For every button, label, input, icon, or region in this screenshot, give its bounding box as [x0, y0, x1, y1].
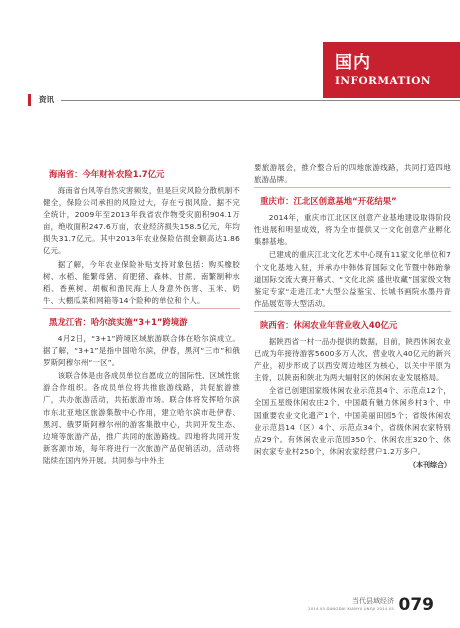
- article-paragraph-continued: 要旅游展会，推介整合后的四地旅游线路，共同打造四地旅游品牌。: [254, 163, 451, 185]
- article-paragraph: 该联合体是由各成员单位自愿成立的国际性、区域性旅游合作组织。各成员单位将共推旅游线路，共促旅游推广，共办旅游活动，共拓旅游市场。联合体将发挥哈尔滨市东北亚地区旅游集散中心作用，建立哈尔滨市赴伊春、黑河、俄罗斯阿穆尔州的游客集散中心，共同开发生态、边境等旅游产品，推广共同的旅游路线。四地将共同开发新客源市场，每年将进行一次旅游产品促销活动，活动将陆续在国内外开展。共同参与中外主: [43, 371, 240, 465]
- article-paragraph: 2014年，重庆市江北区区创意产业基地建设取得阶段性进展和明显成效，将为全市提供又一文化创意产业孵化集群基地。: [254, 213, 451, 247]
- issue-line: 2014.05 DANGDAI XIANYU JINGJI 2014.05: [308, 606, 394, 611]
- page-footer: [308, 595, 434, 615]
- article-heading-shaanxi: 陕西省：休闲农业年营业收入40亿元: [254, 311, 451, 333]
- section-title: 国内: [335, 53, 371, 73]
- article-heading-chongqing: 重庆市：江北区创意基地“开花结果”: [254, 187, 451, 209]
- column-tag: 资讯: [28, 94, 61, 106]
- section-banner: [323, 42, 460, 98]
- page-number: 079: [398, 595, 434, 615]
- article-paragraph: 据陕西省一村一品办提供的数据，目前，陕西休闲农业已成为年接待游客5600多万人次、营业收入40亿元的新兴产业，初步形成了以西安周边地区为核心，以关中平原为主骨，以陕南和陕北为两大辐射区的休闲农业发展格局。: [254, 336, 451, 383]
- article-heading-heilongjiang: 黑龙江省：哈尔滨实施“3+1”跨境游: [43, 308, 240, 330]
- article-paragraph: 全省已创建国家级休闲农业示范县4个、示范点12个，全国五星级休闲农庄2个、中国最有魅力休闲乡村3个、中国重要农业文化遗产1个、中国美丽田园5个；省级休闲农业示范县14（区）4个、示范点34个，省级休闲农家特别点29个。有休闲农业示范园350个、休闲农庄320个、休闲农家专业村250个，休闲农家经营户1.2万多户。: [254, 386, 451, 456]
- right-column: [254, 162, 451, 470]
- section-subtitle: INFORMATION: [335, 75, 432, 87]
- article-paragraph: 已建成的重庆江北文化艺术中心现有11家文化单位和7个文化基地入驻，并承办中韩体育国际文化节暨中韩跆拳道国际交流大赛开幕式、“文化北滨 盛世收藏”国家级文物鉴定专家“走进江北”大型公益鉴宝、长城书画院水墨丹青作品展览等大型活动。: [254, 250, 451, 308]
- left-column: [43, 162, 240, 468]
- header-rule: [28, 100, 460, 101]
- magazine-name: 当代县域经济: [352, 597, 394, 605]
- article-paragraph: 据了解，今年农业保险补贴支持对象包括：购买橡胶树、水稻、能繁母猪、育肥猪、森林、甘蔗、南繁制种水稻、香蕉树、胡椒和渔民海上人身意外伤害、玉米、奶牛、大棚瓜菜和网箱等14个险种的单位和个人。: [43, 259, 240, 305]
- article-paragraph: 海南省台风等自然灾害频发，但是巨灾风险分散机制不健全，保险公司承担的风险过大，存在亏损风险。据不完全统计，2009年至2013年我省农作物受灾面积904.1万亩，绝收面积247.6万亩，农业经济损失158.5亿元，年均损失31.7亿元。其中2013年农业保险估损金额高达1.86亿元。: [43, 186, 240, 256]
- source-note: （本刊综合）: [409, 460, 451, 469]
- article-paragraph: 4月2日，“3+1”跨境区域旅游联合体在哈尔滨成立。据了解，“3+1”是指中国哈尔滨，伊春，黑河“三市”和俄罗斯阿穆尔州“一区”。: [43, 333, 240, 368]
- article-heading-hainan: 海南省：今年财补农险1.7亿元: [49, 169, 165, 179]
